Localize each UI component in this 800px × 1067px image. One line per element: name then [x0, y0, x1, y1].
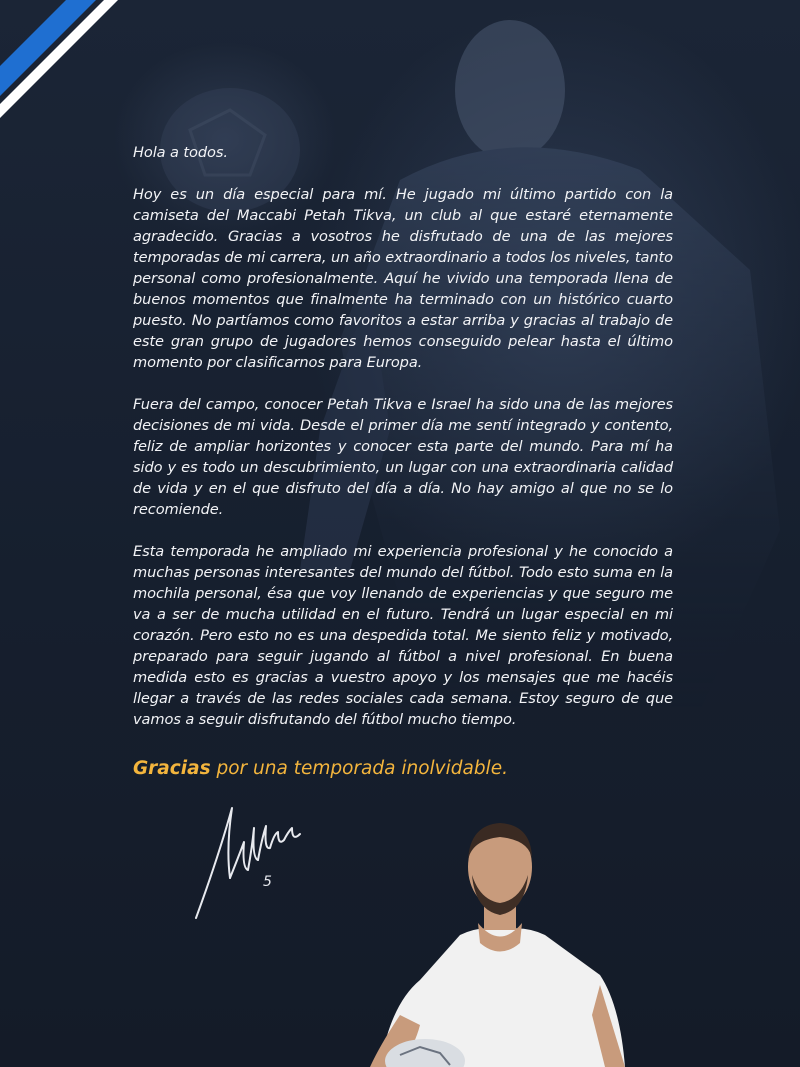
signature-number: 5 [263, 874, 272, 890]
corner-stripes [0, 0, 130, 130]
letter-paragraph-2: Fuera del campo, conocer Petah Tikva e Israel ha sido una de las mejores decisiones de mi vida. Desde el primer día me sentí integrado y contento, feliz de ampliar horizontes y conocer esta parte del mundo. Para mí ha sido y es todo un descubrimiento, un lugar con una extraordinaria calidad de vida y en el que disfruto del día a día. No hay amigo al que no se lo recomiende. [133, 396, 673, 518]
closing-text: por una temporada inolvidable. [210, 758, 508, 779]
letter-paragraph-3: Esta temporada he ampliado mi experiencia profesional y he conocido a muchas personas interesantes del mundo del fútbol. Todo esto suma en la mochila personal, ésa que voy llenando de experiencias y que seguro me va a ser de mucha utilidad en el futuro. Tendrá un lugar especial en mi corazón. Pero esto no es una despedida total. Me siento feliz y motivado, preparado para seguir jugando al fútbol a nivel profesional. En buena medida esto es gracias a vuestro apoyo y los mensajes que me hacéis llegar a través de las redes sociales cada semana. Estoy seguro de que vamos a seguir disfrutando del fútbol mucho tiempo. [133, 543, 673, 728]
closing-line [133, 758, 508, 779]
player-photo [360, 815, 640, 1067]
closing-emphasis: Gracias [133, 758, 211, 779]
letter-paragraph-1: Hoy es un día especial para mí. He jugado mi último partido con la camiseta del Maccabi Petah Tikva, un club al que estaré eternamente agradecido. Gracias a vosotros he disfrutado de una de las mejores temporadas de mi carrera, un año extraordinario a todos los niveles, tanto personal como profesionalmente. Aquí he vivido una temporada llena de buenos momentos que finalmente ha terminado con un histórico cuarto puesto. No partíamos como favoritos a estar arriba y gracias al trabajo de este gran grupo de jugadores hemos conseguido pelear hasta el último momento por clasificarnos para Europa. [133, 186, 673, 371]
handwritten-signature [188, 798, 318, 923]
letter-greeting: Hola a todos. [133, 144, 228, 161]
letter-body [133, 142, 673, 751]
